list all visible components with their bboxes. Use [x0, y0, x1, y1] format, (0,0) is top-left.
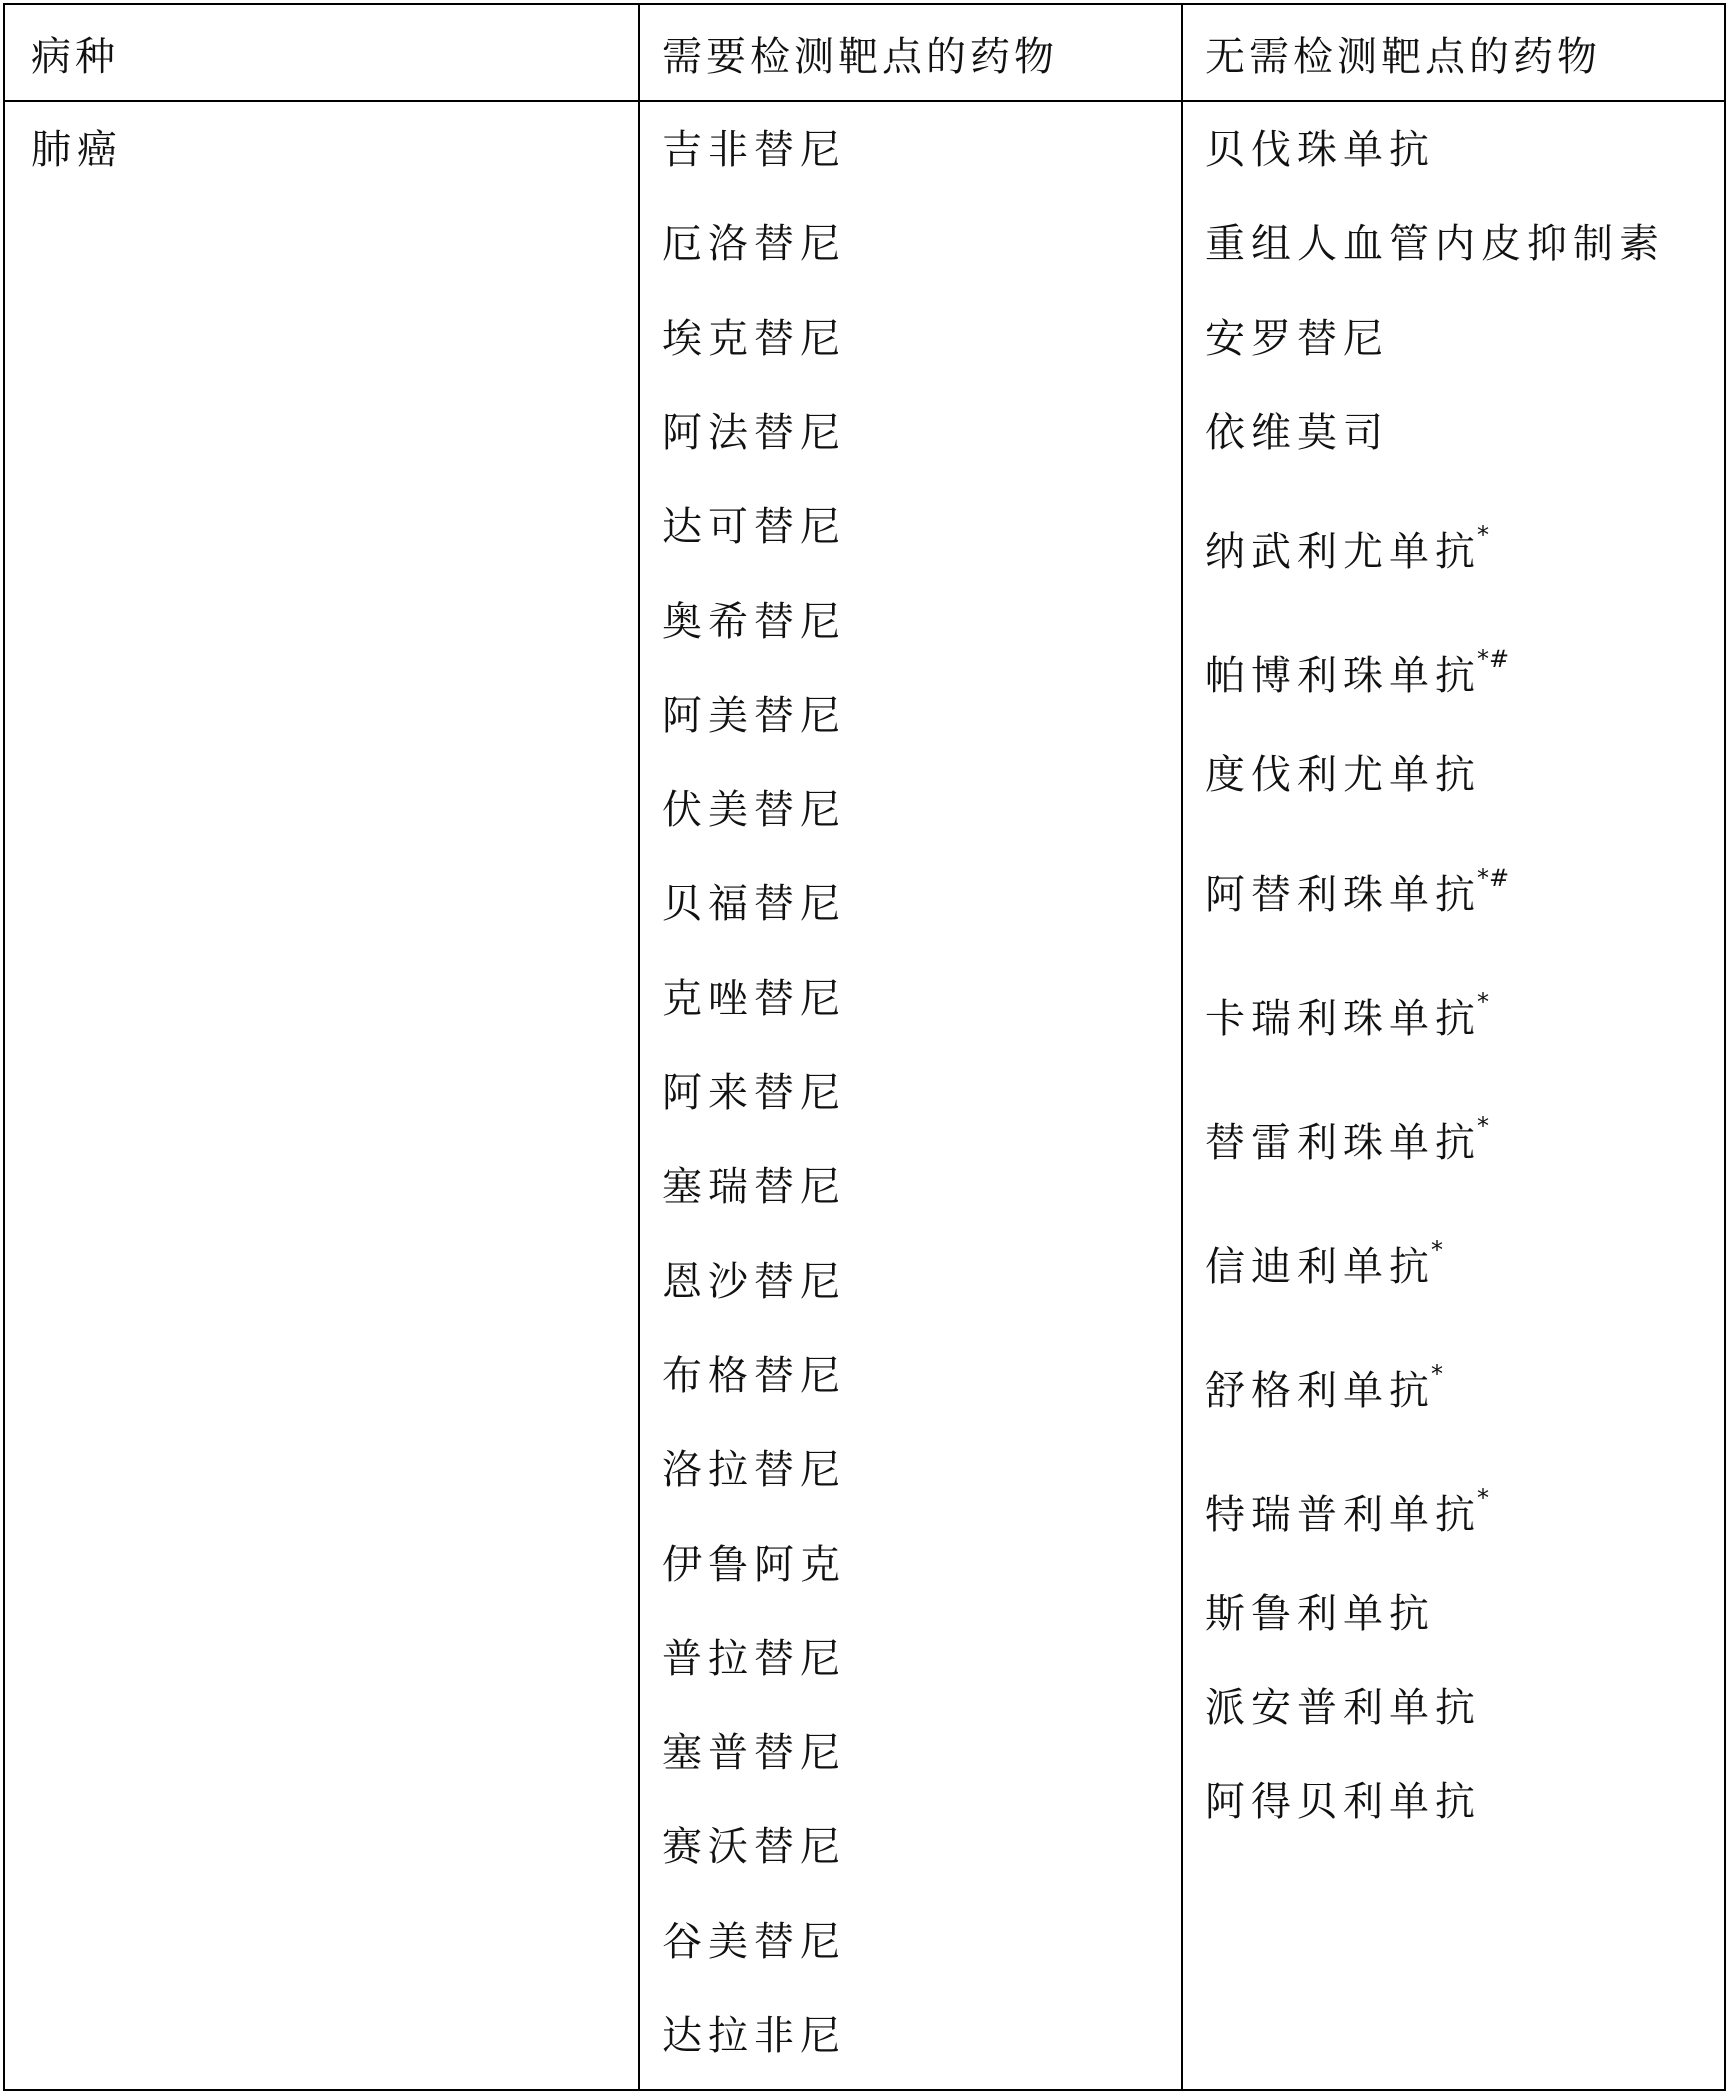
drug-name: 卡瑞利珠单抗	[1205, 995, 1481, 1042]
targeted-drug-item: 布格替尼	[662, 1352, 846, 1399]
non-targeted-drug-item	[1205, 1470, 1489, 1543]
targeted-drug-item: 埃克替尼	[662, 315, 846, 362]
targeted-drug-item: 阿来替尼	[662, 1070, 846, 1116]
header-targeted-drugs: 需要检测靶点的药物	[662, 34, 1058, 80]
drug-name: 替雷利珠单抗	[1205, 1119, 1481, 1166]
header-non-targeted-drugs: 无需检测靶点的药物	[1205, 34, 1601, 80]
non-targeted-drug-item	[1205, 1222, 1443, 1295]
column-divider	[1181, 5, 1183, 2089]
non-targeted-drug-item	[1205, 1680, 1481, 1736]
footnote-mark: *	[1477, 1483, 1489, 1512]
drug-name: 舒格利单抗	[1205, 1367, 1435, 1414]
non-targeted-drug-item	[1205, 405, 1389, 461]
non-targeted-drug-item	[1205, 122, 1435, 178]
non-targeted-drug-item	[1205, 1774, 1481, 1830]
targeted-drug-item: 赛沃替尼	[662, 1824, 846, 1871]
drug-name: 特瑞普利单抗	[1205, 1491, 1481, 1538]
targeted-drug-item: 伏美替尼	[662, 787, 846, 834]
non-targeted-drug-item	[1205, 507, 1489, 580]
targeted-drug-item: 奥希替尼	[662, 598, 846, 645]
drug-name: 依维莫司	[1205, 409, 1389, 456]
drug-name: 纳武利尤单抗	[1205, 529, 1481, 576]
drug-name: 阿得贝利单抗	[1205, 1779, 1481, 1826]
non-targeted-drug-item	[1205, 631, 1509, 704]
non-targeted-drug-item	[1205, 311, 1389, 367]
non-targeted-drug-item	[1205, 1098, 1489, 1171]
targeted-drug-item: 塞瑞替尼	[662, 1164, 846, 1211]
targeted-drug-item: 厄洛替尼	[662, 221, 846, 268]
column-divider	[638, 5, 640, 2089]
targeted-drug-item: 洛拉替尼	[662, 1447, 846, 1494]
targeted-drug-item: 恩沙替尼	[662, 1258, 846, 1305]
header-disease: 病种	[31, 34, 119, 80]
footnote-mark: *#	[1477, 645, 1510, 674]
drug-name: 贝伐珠单抗	[1205, 127, 1435, 173]
footnote-mark: *	[1431, 1235, 1443, 1264]
targeted-drug-item: 克唑替尼	[662, 975, 846, 1022]
drug-name: 安罗替尼	[1205, 315, 1389, 362]
drug-name: 斯鲁利单抗	[1205, 1590, 1435, 1637]
non-targeted-drug-item	[1205, 974, 1489, 1047]
footnote-mark: *	[1477, 521, 1489, 550]
targeted-drug-item: 谷美替尼	[662, 1918, 846, 1965]
disease-name: 肺癌	[31, 127, 123, 173]
header-divider	[5, 100, 1724, 102]
targeted-drug-item: 伊鲁阿克	[662, 1541, 846, 1588]
drug-name: 派安普利单抗	[1205, 1684, 1481, 1731]
non-targeted-drug-item	[1205, 1586, 1435, 1642]
drug-name: 帕博利珠单抗	[1205, 653, 1481, 700]
footnote-mark: *#	[1477, 863, 1510, 892]
targeted-drug-item: 吉非替尼	[662, 127, 846, 173]
drug-name: 重组人血管内皮抑制素	[1205, 221, 1665, 268]
drug-table	[3, 3, 1726, 2091]
targeted-drug-item: 达拉非尼	[662, 2013, 846, 2059]
targeted-drug-item: 阿美替尼	[662, 692, 846, 739]
targeted-drug-item: 塞普替尼	[662, 1730, 846, 1777]
non-targeted-drug-item	[1205, 1346, 1443, 1419]
targeted-drug-item: 贝福替尼	[662, 881, 846, 928]
non-targeted-drug-item	[1205, 747, 1481, 803]
footnote-mark: *	[1431, 1359, 1443, 1388]
drug-name: 阿替利珠单抗	[1205, 871, 1481, 918]
non-targeted-drug-item	[1205, 216, 1665, 272]
targeted-drug-item: 达可替尼	[662, 504, 846, 551]
footnote-mark: *	[1477, 1111, 1489, 1140]
footnote-mark: *	[1477, 987, 1489, 1016]
targeted-drug-item: 阿法替尼	[662, 409, 846, 456]
non-targeted-drug-item	[1205, 850, 1509, 923]
drug-name: 度伐利尤单抗	[1205, 752, 1481, 799]
targeted-drug-item: 普拉替尼	[662, 1635, 846, 1682]
drug-name: 信迪利单抗	[1205, 1243, 1435, 1290]
